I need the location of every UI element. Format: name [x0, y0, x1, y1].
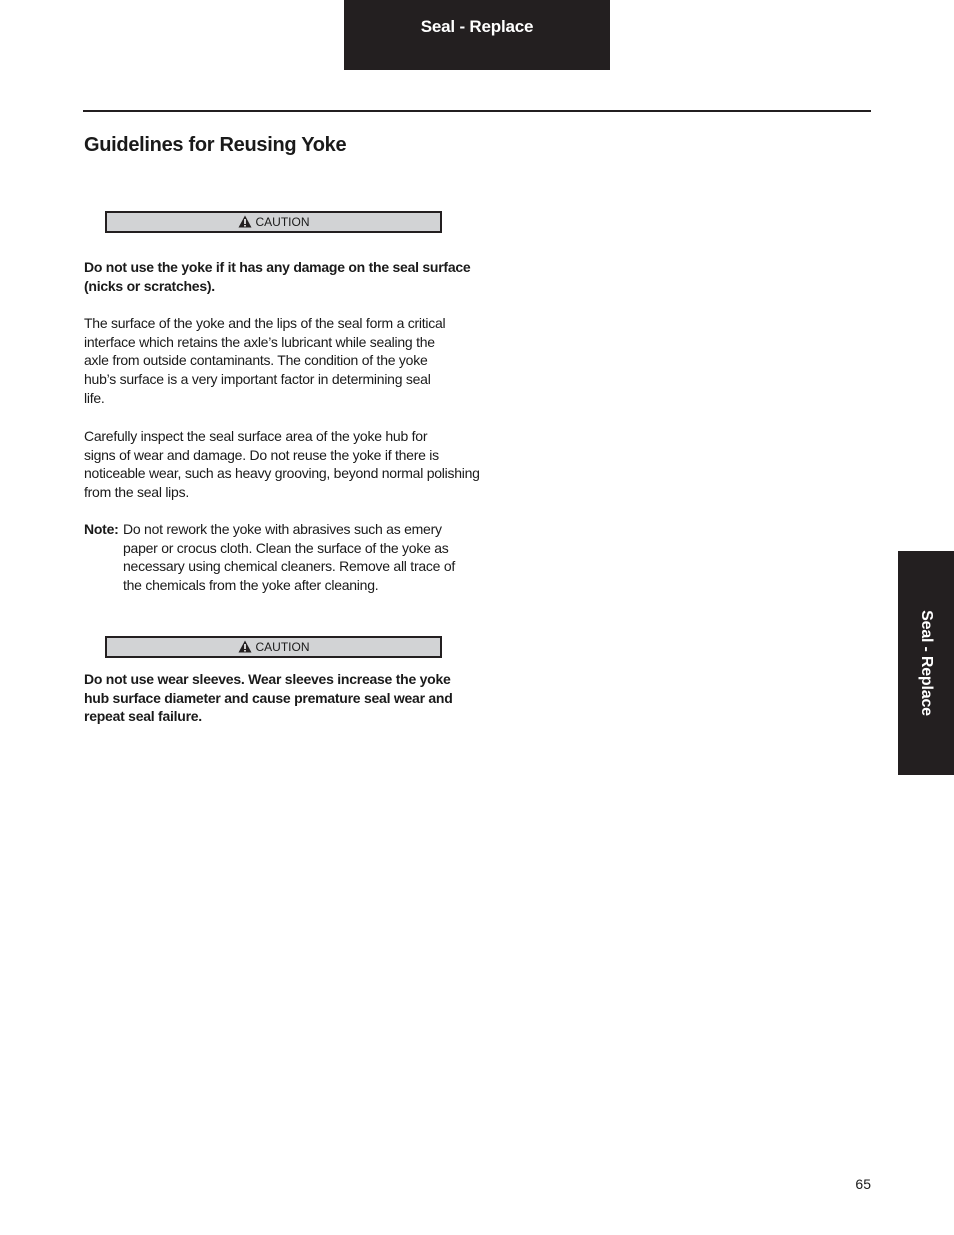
text-line: (nicks or scratches).: [84, 277, 215, 294]
paragraph-surface: [84, 314, 445, 408]
caution-1-text: [84, 258, 470, 295]
text-line: the chemicals from the yoke after cleaning.: [123, 577, 379, 594]
text-line: paper or crocus cloth. Clean the surface of the yoke as: [123, 539, 449, 556]
caution-banner-1: [105, 211, 442, 233]
side-section-tab: [898, 551, 954, 775]
text-line: axle from outside contaminants. The condition of the yoke: [84, 352, 428, 369]
text-line: interface which retains the axle’s lubricant while sealing the: [84, 333, 435, 350]
side-section-tab-label: Seal - Replace: [918, 610, 935, 716]
text-line: Carefully inspect the seal surface area of the yoke hub for: [84, 428, 428, 444]
caution-label: CAUTION: [255, 640, 310, 654]
header-section-tab: [344, 0, 610, 70]
text-line: life.: [84, 389, 105, 406]
warning-triangle-icon: [238, 640, 252, 653]
text-line: The surface of the yoke and the lips of the seal form a critical: [84, 315, 446, 331]
caution-2-text: [84, 670, 453, 726]
caution-banner-2: [105, 636, 442, 658]
note-text: [123, 520, 455, 595]
header-section-tab-label: Seal - Replace: [420, 17, 534, 36]
text-line: hub’s surface is a very important factor in determining seal: [84, 371, 431, 388]
text-line: Do not use the yoke if it has any damage on the seal surface: [84, 259, 471, 275]
text-line: from the seal lips.: [84, 484, 189, 501]
text-line: repeat seal failure.: [84, 708, 202, 725]
text-line: signs of wear and damage. Do not reuse the yoke if there is: [84, 446, 439, 463]
page-number: 65: [855, 1176, 871, 1192]
text-line: necessary using chemical cleaners. Remove all trace of: [123, 558, 455, 575]
header-divider: [83, 110, 871, 112]
text-line: noticeable wear, such as heavy grooving, beyond normal polishing: [84, 465, 480, 482]
text-line: Do not rework the yoke with abrasives such as emery: [123, 521, 442, 537]
text-line: Do not use wear sleeves. Wear sleeves increase the yoke: [84, 671, 451, 687]
text-line: hub surface diameter and cause premature seal wear and: [84, 689, 453, 706]
paragraph-inspect: [84, 427, 480, 502]
caution-label: CAUTION: [255, 215, 310, 229]
section-title: Guidelines for Reusing Yoke: [84, 134, 347, 156]
warning-triangle-icon: [238, 215, 252, 228]
note-label: Note:: [84, 521, 119, 537]
